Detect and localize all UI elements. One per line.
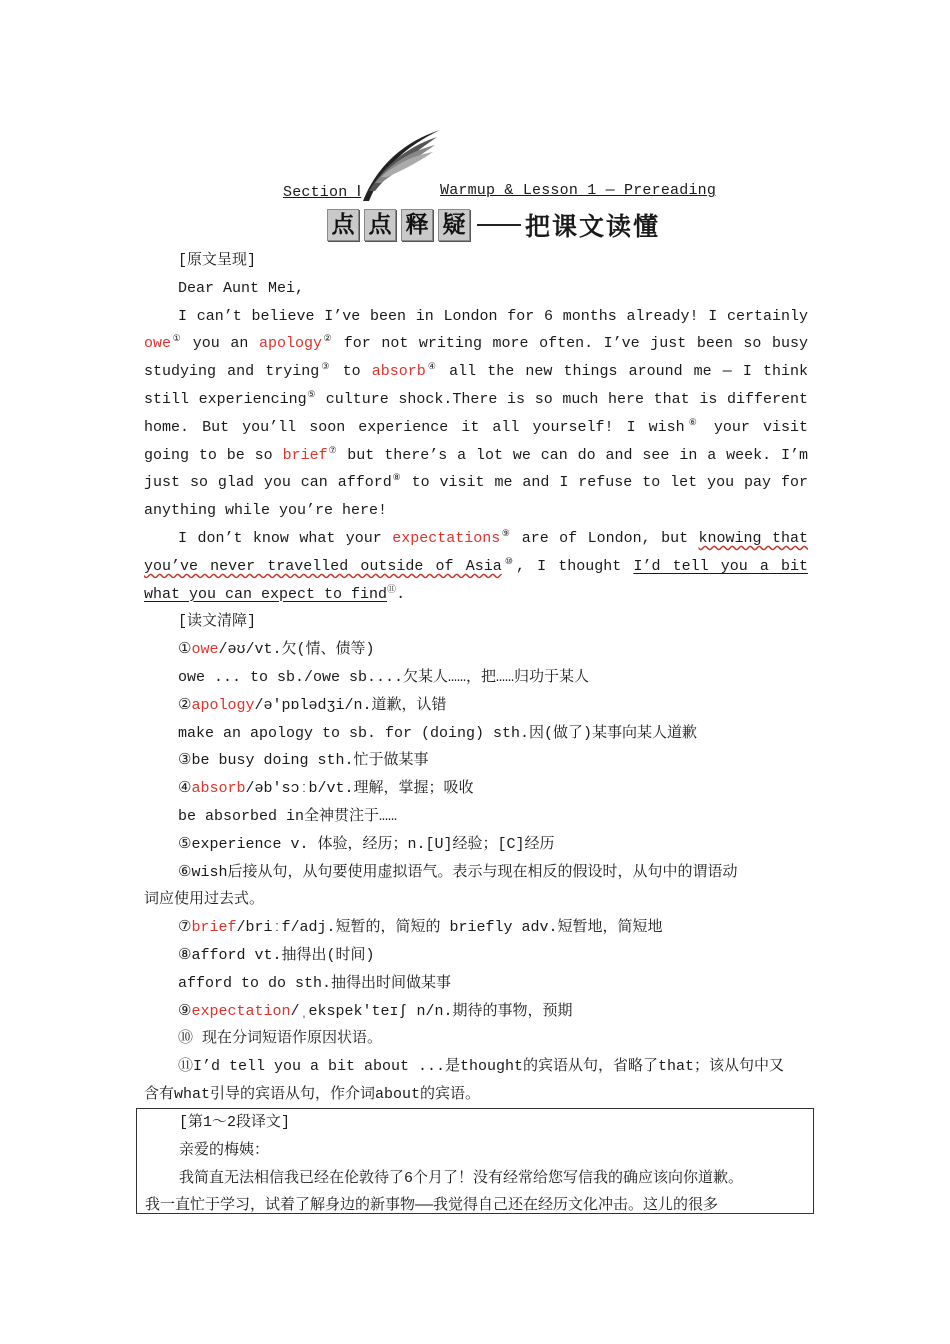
- note-keyword: apology: [191, 696, 255, 714]
- note-marker: ⑧: [391, 473, 402, 484]
- note-item: [144, 998, 808, 1026]
- banner-char: 点: [327, 209, 359, 241]
- note-item: be absorbed in全神贯注于……: [178, 807, 398, 825]
- note-item: 词应使用过去式。: [144, 891, 265, 909]
- note-number: ⑨: [178, 1002, 192, 1020]
- main-content: [144, 247, 808, 1109]
- note-number: ④: [178, 780, 192, 798]
- paragraph-line: [144, 469, 808, 497]
- note-item: 含有what引导的宾语从句，作介词about的宾语。: [144, 1085, 481, 1103]
- text-run: .: [396, 585, 406, 603]
- text-run: going to be so: [144, 446, 283, 464]
- keyword-apology: apology: [258, 335, 322, 353]
- notes-heading: [读文清障]: [178, 613, 257, 631]
- translation-line: 我一直忙于学习，试着了解身边的新事物——我觉得自己还在经历文化冲击。这儿的很多: [145, 1197, 719, 1214]
- note-item: afford to do sth.抽得出时间做某事: [178, 974, 452, 992]
- text-run: still experiencing: [144, 390, 307, 408]
- paragraph-line: anything while you’re here!: [144, 502, 388, 520]
- text-run: , I thought: [516, 557, 634, 575]
- banner-title: [327, 208, 660, 242]
- banner-char: 点: [364, 209, 396, 241]
- note-marker: ⑦: [327, 445, 338, 456]
- paragraph-line: [144, 581, 808, 609]
- underlined-phrase: you’ve never travelled outside of Asia: [144, 557, 502, 575]
- banner-char: 疑: [438, 209, 470, 241]
- text-run: are of London, but: [511, 529, 699, 547]
- note-item: ⑧afford vt.抽得出(时间): [178, 946, 375, 964]
- banner-subtitle: 把课文读懂: [525, 212, 661, 241]
- note-definition: /əʊ/vt.欠(情、债等): [218, 641, 375, 659]
- note-definition: /ˌekspek'teɪʃ n/n.期待的事物，预期: [290, 1002, 573, 1020]
- note-number: ②: [178, 696, 192, 714]
- text-run: but there’s a lot we can do and see in a week. I’m: [337, 446, 808, 464]
- note-keyword: brief: [191, 919, 237, 937]
- paragraph-line: [144, 358, 808, 386]
- note-marker: ②: [321, 334, 334, 345]
- keyword-brief: brief: [282, 446, 328, 464]
- note-marker: ⑤: [306, 389, 317, 400]
- note-definition: /ə'pɒlədʒi/n.道歉，认错: [254, 696, 447, 714]
- text-run: just so glad you can afford: [144, 474, 392, 492]
- note-item: [144, 636, 808, 664]
- note-item: ⑥wish后接从句，从句要使用虚拟语气。表示与现在相反的假设时，从句中的谓语动: [178, 863, 738, 881]
- note-marker: ⑩: [501, 556, 517, 567]
- note-keyword: expectation: [191, 1002, 291, 1020]
- original-heading: [原文呈现]: [178, 252, 257, 269]
- translation-box: [136, 1108, 814, 1214]
- text-run: to visit me and I refuse to let you pay for: [401, 474, 808, 492]
- underlined-phrase: what you can expect to find: [144, 585, 388, 603]
- text-run: culture shock.There is so much here that is different: [325, 390, 808, 408]
- note-item: [144, 692, 808, 720]
- text-run: I don’t know what your: [178, 529, 393, 547]
- keyword-owe: owe: [144, 335, 172, 353]
- keyword-absorb: absorb: [371, 363, 426, 381]
- note-definition: /əb'sɔːb/vt.理解，掌握；吸收: [245, 780, 474, 798]
- note-item: owe ... to sb./owe sb....欠某人……，把……归功于某人: [178, 668, 590, 686]
- text-run: your visit: [713, 418, 808, 436]
- note-marker: ⑪: [387, 584, 397, 595]
- paragraph-line: [144, 525, 808, 553]
- text-run: for not writing more often. I’ve just been so busy: [333, 335, 808, 353]
- note-marker: ⑥: [684, 417, 701, 428]
- translation-greeting: 亲爱的梅姨：: [179, 1141, 270, 1159]
- translation-line: 我简直无法相信我已经在伦敦待了6个月了！没有经常给您写信我的确应该向你道歉。: [179, 1169, 744, 1187]
- text-run: home. But you’ll soon experience it all yourself! I wish: [144, 418, 685, 436]
- note-item: ⑤experience v. 体验，经历；n.[U]经验；[C]经历: [178, 835, 555, 853]
- note-definition: /briːf/adj.短暂的，简短的 briefly adv.短暂地，简短地: [236, 919, 663, 937]
- paragraph-line: I can’t believe I’ve been in London for 6 months already! I certainly: [178, 307, 808, 325]
- translation-heading: [第1～2段译文]: [179, 1114, 291, 1131]
- section-label: Section Ⅰ: [283, 184, 362, 201]
- text-run: all the new things around me — I think: [449, 363, 808, 381]
- note-item: ⑩ 现在分词短语作原因状语。: [178, 1030, 383, 1048]
- note-marker: ③: [319, 362, 332, 373]
- note-marker: ①: [171, 334, 183, 345]
- text-run: studying and trying: [144, 363, 320, 381]
- paragraph-line: [144, 553, 808, 581]
- paragraph-line: [144, 442, 808, 470]
- section-title: Warmup & Lesson 1 — Prereading: [440, 182, 717, 199]
- letter-greeting: Dear Aunt Mei,: [178, 279, 305, 297]
- note-item: make an apology to sb. for (doing) sth.因(做了)某事向某人道歉: [178, 724, 698, 742]
- paragraph-line: [144, 386, 808, 414]
- keyword-expectations: expectations: [392, 529, 501, 547]
- underlined-phrase: I’d tell you a bit: [633, 557, 808, 575]
- note-item: [144, 914, 808, 942]
- banner-char: 释: [401, 209, 433, 241]
- note-number: ⑦: [178, 919, 192, 937]
- note-keyword: owe: [191, 641, 219, 659]
- note-marker: ④: [425, 362, 439, 373]
- note-item: ⑪I’d tell you a bit about ...是thought的宾语从句，省略了that；该从句中又: [178, 1058, 785, 1076]
- section-header: [0, 120, 950, 245]
- note-marker: ⑨: [500, 528, 512, 539]
- text-run: to: [331, 363, 372, 381]
- note-keyword: absorb: [191, 780, 246, 798]
- underlined-phrase: knowing that: [698, 529, 808, 547]
- text-run: you an: [182, 335, 259, 353]
- banner-dash: [477, 224, 521, 226]
- paragraph-line: [144, 330, 808, 358]
- paragraph-line: [144, 414, 808, 442]
- note-item: [144, 775, 808, 803]
- note-number: ①: [178, 641, 192, 659]
- note-item: ③be busy doing sth.忙于做某事: [178, 752, 429, 770]
